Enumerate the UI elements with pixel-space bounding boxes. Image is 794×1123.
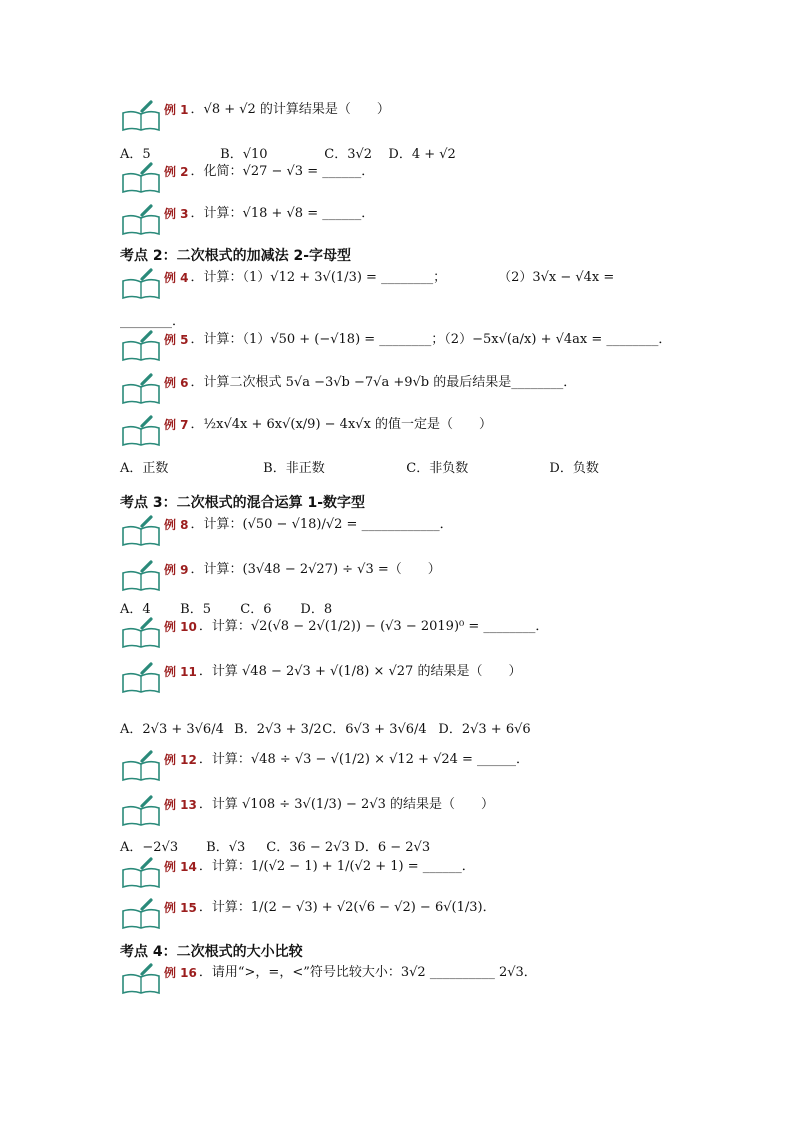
- example-label: 例 3: [164, 207, 189, 221]
- example-11: [120, 662, 521, 694]
- example-13: [120, 795, 494, 827]
- example-label: 例 5: [164, 333, 189, 347]
- example-label: 例 11: [164, 665, 197, 679]
- example-stem: ．计算：√2(√8 − 2√(1/2)) − (√3 − 2019)⁰ = ________．: [198, 619, 549, 634]
- example-stem: ．请用“>，=，<”符号比较大小：3√2 __________ 2√3．: [198, 965, 537, 980]
- book-pencil-icon: [120, 662, 162, 694]
- section-heading: 考点 3：二次根式的混合运算 1-数字型: [120, 495, 366, 511]
- example-stem: ．计算 √108 ÷ 3√(1/3) − 2√3 的结果是（ ）: [198, 797, 495, 812]
- option-c: C．非负数: [406, 461, 469, 476]
- example-stem: ．计算：(√50 − √18)/√2 = ____________．: [190, 517, 453, 532]
- example-label: 例 6: [164, 376, 189, 390]
- option-a: A．4: [120, 602, 151, 617]
- example-2: [120, 162, 374, 194]
- example-7: [120, 415, 492, 447]
- book-pencil-icon: [120, 373, 162, 405]
- example-stem: ．计算：√48 ÷ √3 − √(1/2) × √12 + √24 = ______．: [198, 752, 530, 767]
- example-label: 例 2: [164, 165, 189, 179]
- example-label: 例 12: [164, 753, 197, 767]
- example-12: [120, 750, 529, 782]
- book-pencil-icon: [120, 898, 162, 930]
- example-stem: ．计算：1/(2 − √3) + √2(√6 − √2) − 6√(1/3)．: [198, 900, 496, 915]
- example-8: [120, 515, 453, 547]
- option-c: C．6√3 + 3√6/4: [322, 722, 427, 737]
- example-stem: ．化简：√27 − √3 = ______．: [190, 164, 375, 179]
- book-pencil-icon: [120, 330, 162, 362]
- option-b: B．√3: [206, 840, 246, 855]
- example-stem: ．½x√4x + 6x√(x/9) − 4x√x 的值一定是（ ）: [190, 417, 493, 432]
- example-1: [120, 100, 390, 132]
- example-label: 例 10: [164, 620, 197, 634]
- options-ex9: [120, 598, 332, 617]
- example-15: [120, 898, 496, 930]
- option-c: C．36 − 2√3: [266, 840, 350, 855]
- options-ex1: [120, 143, 456, 162]
- example-label: 例 15: [164, 901, 197, 915]
- option-a: A．5: [120, 147, 151, 162]
- options-ex7: [120, 457, 599, 476]
- book-pencil-icon: [120, 204, 162, 236]
- book-pencil-icon: [120, 268, 162, 300]
- example-5: [120, 330, 671, 362]
- option-d: D．6 − 2√3: [354, 840, 431, 855]
- option-d: D．8: [300, 602, 333, 617]
- option-a: A．2√3 + 3√6/4: [120, 722, 224, 737]
- book-pencil-icon: [120, 560, 162, 592]
- book-pencil-icon: [120, 963, 162, 995]
- example-label: 例 16: [164, 966, 197, 980]
- book-pencil-icon: [120, 415, 162, 447]
- example-14: [120, 857, 475, 889]
- example-label: 例 4: [164, 271, 189, 285]
- option-a: A．正数: [120, 461, 169, 476]
- example-9: [120, 560, 441, 592]
- book-pencil-icon: [120, 162, 162, 194]
- example-stem: ．√8 + √2 的计算结果是（ ）: [190, 102, 390, 117]
- example-10: [120, 617, 548, 649]
- option-b: B．√10: [220, 147, 268, 162]
- example-label: 例 1: [164, 103, 189, 117]
- option-d: D．负数: [549, 461, 599, 476]
- book-pencil-icon: [120, 750, 162, 782]
- book-pencil-icon: [120, 617, 162, 649]
- example-label: 例 7: [164, 418, 189, 432]
- example-stem: ．计算：1/(√2 − 1) + 1/(√2 + 1) = ______．: [198, 859, 475, 874]
- option-b: B．非正数: [263, 461, 325, 476]
- example-stem: ．计算二次根式 5√a −3√b −7√a +9√b 的最后结果是________．: [190, 375, 577, 390]
- options-ex11: [120, 718, 531, 737]
- book-pencil-icon: [120, 515, 162, 547]
- option-d: D．2√3 + 6√6: [438, 722, 531, 737]
- option-b: B．2√3 + 3/2: [234, 722, 322, 737]
- example-stem: ．计算 √48 − 2√3 + √(1/8) × √27 的结果是（ ）: [198, 664, 522, 679]
- example-16: [120, 963, 537, 995]
- option-d: D．4 + √2: [388, 147, 456, 162]
- example-stem: ．计算：(3√48 − 2√27) ÷ √3 =（ ）: [190, 562, 441, 577]
- option-c: C．6: [240, 602, 272, 617]
- example-label: 例 14: [164, 860, 197, 874]
- book-pencil-icon: [120, 795, 162, 827]
- example-stem: ．计算：（1）√50 + (−√18) = ________；（2）−5x√(a/x) + √4ax = ________．: [190, 332, 672, 347]
- section-heading: 考点 4：二次根式的大小比较: [120, 944, 303, 960]
- example-6: [120, 373, 576, 405]
- example-3: [120, 204, 374, 236]
- example-4: [120, 268, 614, 300]
- example-stem: ．计算：（1）√12 + 3√(1/3) = ________； （2）3√x − √4x =: [190, 270, 615, 285]
- example-label: 例 13: [164, 798, 197, 812]
- example-label: 例 9: [164, 563, 189, 577]
- option-c: C．3√2: [324, 147, 373, 162]
- section-heading: 考点 2：二次根式的加减法 2-字母型: [120, 248, 352, 264]
- option-b: B．5: [180, 602, 211, 617]
- book-pencil-icon: [120, 857, 162, 889]
- example-4-continuation: ________．: [120, 314, 186, 329]
- option-a: A．−2√3: [120, 840, 179, 855]
- options-ex13: [120, 836, 430, 855]
- example-stem: ．计算：√18 + √8 = ______．: [190, 206, 375, 221]
- example-label: 例 8: [164, 518, 189, 532]
- book-pencil-icon: [120, 100, 162, 132]
